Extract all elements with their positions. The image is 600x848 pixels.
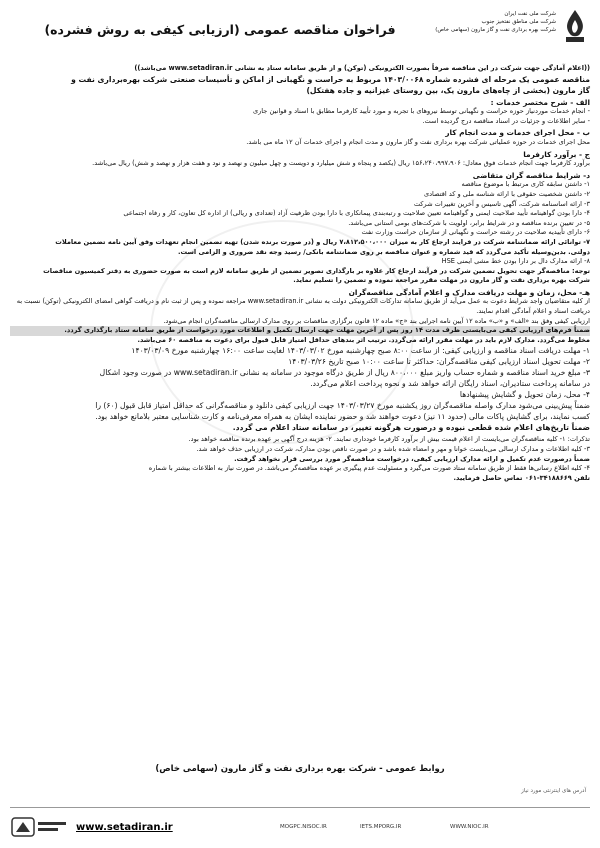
section-d-line: ۳- ارائه اساسنامه شرکت، آگهی تاسیس و آخرین تغییرات شرکت: [413, 199, 590, 208]
section-b-line: محل اجرای خدمات در حوزه عملیاتی شرکت بهره برداری نفت و گاز مارون و مدت انجام و اجرای خدمات آن ۱۲ ماه می باشد.: [246, 137, 590, 146]
section-d-line: دولتی. بدین‌وسیله تأکید می‌گردد که قید شماره و عنوان مناقصه بر روی ضمانتنامه بانکی/ رسید وجه نقد ضروری و الزامی است.: [177, 247, 590, 256]
section-h-line: کسب نمایند، برای گشایش پاکات مالی (حدود ۱۱ نیز) دعوت خواهند شد و حضور نماینده ایشان به همراه معرفی‌نامه و کارت شناسایی معتبر بلامانع خواهد بود.: [95, 412, 590, 422]
section-d-line: ۲- داشتن شخصیت حقوقی با ارائه شناسه ملی و کد اقتصادی: [423, 189, 590, 198]
section-h-line: مخلوط می‌گردد. مدارک لازم باید در مهلت مقرر ارائه می‌گردد. ترتیب اثر بندهای حداقل امتیاز قابل قبول برای دعوت به مناقصه ۶۰ می‌باشد.: [137, 335, 590, 344]
section-h-line: ضمناً تاریخ‌های اعلام شده قطعی نبوده و درصورت هرگونه تغییر، در سامانه ستاد اعلام می گردد.: [232, 423, 590, 433]
section-a-line: - سایر اطلاعات و جزئیات در اسناد مناقصه درج گردیده است.: [422, 116, 590, 125]
section-c: [10, 150, 590, 169]
section-d-line: توجه: مناقصه‌گر جهت تحویل تضمین شرکت در فرآیند ارجاع کار علاوه بر بارگذاری تصویر تضمین از طریق سامانه لازم است به صورت حضوری به دفتر کمیسیون مناقصات: [43, 266, 590, 275]
note-line: تذکرات: ۱- کلیه مناقصه‌گران می‌بایست از اعلام قیمت بیش از برآورد کارفرما خودداری نمایند. ۲- هزینه درج آگهی بر عهده برنده مناقصه خواهد بود.: [188, 435, 590, 444]
section-h-line: ضمناً فرم‌های ارزیابی کیفی می‌بایستی ظرف مدت ۱۴ روز پس از آخرین مهلت جهت ارسال تکمیل و اطلاعات مورد درخواست از طریق سامانه ستاد بارگذاری گردد.: [10, 326, 590, 336]
notes: [10, 435, 590, 483]
section-a-title: الف - شرح مختصر خدمات :: [490, 97, 590, 107]
section-h-line: ۳- مبلغ خرید اسناد مناقصه و شماره حساب واریز مبلغ ۸۰۰،۰۰۰ ریال از طریق درگاه موجود در سامانه به نشانی www.setadiran.ir در صورت وجود اشکال: [99, 368, 590, 378]
section-d-line: ۱- داشتن سابقه کاری مرتبط با موضوع مناقصه: [461, 180, 590, 189]
section-d-title: د- شرایط مناقصه گران متقاضی: [472, 170, 590, 180]
section-h-title: هـ- محل، زمان و مهلت دریافت مدارک و اعلام آمادگی مناقصه‌گران: [348, 287, 590, 297]
note-line: تلفن ۳۴۱۸۸۶۶۹-۰۶۱ تماس حاصل فرمایید.: [453, 473, 590, 482]
logo-line-2: شرکت ملی مناطق نفتخیز جنوب: [481, 19, 556, 25]
section-b: [10, 128, 590, 147]
section-d-line: ۸- ارائه مدارک دال بر دارا بودن خط مشی ایمنی HSE: [441, 257, 590, 266]
links-caption: آدرس های اینترنتی مورد نیاز: [521, 788, 586, 794]
iets-link[interactable]: IETS.MPORG.IR: [360, 824, 402, 830]
nioc-link[interactable]: WWW.NIOC.IR: [450, 824, 489, 830]
section-a-line: - انجام خدمات موردنیاز حوزه حراست و نگهبانی توسط نیروهای با تجربه و مورد تأیید کارفرما مطابق با اسناد و قوانین جاری: [252, 107, 590, 116]
note-line: ۳- کلیه اطلاعات و مدارک ارسالی می‌بایست خوانا و مهر و امضاء شده باشد و در صورت ناقص بودن مدارک، شرکت در ارزیابی حذف خواهد شد.: [196, 445, 590, 454]
header: [10, 8, 590, 62]
section-h-line: ۲- مهلت تحویل اسناد ارزیابی کیفی مناقصه‌گران: حداکثر تا ساعت ۱۰:۰۰ صبح تاریخ ۱۴۰۳/۰۳/۲۶: [288, 357, 590, 367]
logo-line-1: شرکت ملی نفت ایران: [504, 11, 556, 17]
note-line: ۴- کلیه اطلاع رسانی‌ها فقط از طریق سامانه ستاد صورت می‌گیرد و مسئولیت عدم پیگیری بر عهده مناقصه‌گر می‌باشد. در صورت نیاز به اطلاعات بیشتر با شماره: [148, 464, 590, 473]
section-a: [10, 98, 590, 127]
section-d-line: ۶- دارای تأییدیه صلاحیت در رشته حراست و نگهبانی از سازمان حراست وزارت نفت: [361, 228, 590, 237]
intro-line-2: مناقصه عمومی یک مرحله ای فشرده شماره ۱۴۰۳/۰۰۶۸ مربوط به حراست و نگهبانی از اماکن و تأسیسات صنعتی شرکت بهره‌برداری نفت و: [71, 74, 590, 84]
intro-line-1: ((اعلام آمادگی جهت شرکت در این مناقصه صرفاً بصورت الکترونیکی (توکن) و از طریق سامانه ستاد به نشانی www.setadiran.ir می‌باشد)): [134, 64, 590, 72]
footer-bar: [10, 807, 590, 842]
section-h-line: ارزیابی کیفی وفق بند «الف» و «ب» ماده ۱۲ آیین نامه اجرایی بند «ج» ماده ۱۲ قانون برگزاری مناقصات بر روی مدارک ارسالی مناقصه‌گران انجام می‌شود.: [163, 316, 590, 325]
section-h: [10, 288, 590, 434]
signature: روابط عمومی - شرکت بهره برداری نفت و گاز مارون (سهامی خاص): [155, 764, 445, 774]
intro-line-3: گاز مارون (بخشی از چاه‌های مارون یک، بین روستای غیزانیه و جاده هفتکل): [306, 85, 590, 95]
setadiran-link[interactable]: www.setadiran.ir: [76, 822, 173, 833]
section-d-line: ۴- دارا بودن گواهینامه تأیید صلاحیت ایمنی و گواهینامه تعیین صلاحیت و رتبه‌بندی پیمانکاری با دارا بودن ظرفیت آزاد (تعدادی و ریالی) از اداره کل تعاون، کار و رفاه اجتماعی: [123, 209, 590, 218]
notice-title: فراخوان مناقصه عمومی (ارزیابی کیفی به روش فشرده): [44, 22, 396, 37]
section-d: [10, 171, 590, 286]
nioc-flame-icon: [560, 8, 590, 44]
logo-line-3: شرکت بهره برداری نفت و گاز مارون (سهامی خاص): [435, 27, 556, 33]
section-c-line: برآورد کارفرما جهت انجام خدمات فوق معادل: ۱۵۶،۲۴۰،۹۹۷،۹۰۶ ریال (یکصد و پنجاه و شش میلیارد و دویست و چهل میلیون و نهصد و نود و هفت هزار و نهصد و شش) ریال می‌باشد.: [92, 159, 590, 168]
mogpc-link[interactable]: MOGPC.NISOC.IR: [280, 824, 327, 830]
section-h-line: از کلیه متقاضیان واجد شرایط دعوت به عمل می‌آید از طریق سامانه تدارکات الکترونیکی دولت به نشانی www.setadiran.ir مراجعه نموده و پس از ثبت نام و دریافت گواهی امضای الکترونیکی (توکن) نسبت به دریافت اسناد و اعلام آمادگی اقدام نمایند.: [16, 297, 590, 316]
notice-body: [10, 64, 590, 483]
section-h-line: ضمناً پیش‌بینی می‌شود مدارک واصله مناقصه‌گران روز یکشنبه مورخ ۱۴۰۳/۰۳/۲۷ جهت ارزیابی کیفی دانلود و مناقصه‌گرانی که حداقل امتیاز قابل قبول (۶۰) را: [95, 401, 590, 411]
section-d-line: ۵- در تعیین برنده مناقصه و در شرایط برابر، اولویت با شرکت‌های بومی استانی می‌باشد.: [348, 218, 590, 227]
section-h-line: در سامانه پرداخت ستادیران، اسناد رایگان ارائه خواهد شد و نحوه پرداخت اعلام می‌گردد.: [310, 379, 590, 389]
section-d-line: شرکت بهره برداری نفت و گاز مارون در مهلت مقرر مراجعه نموده و تضمین را تسلیم نماید.: [293, 276, 590, 285]
section-b-title: ب - محل اجرای خدمات و مدت انجام کار: [445, 128, 590, 138]
section-d-line: ۷- توانائی ارائه ضمانتنامه شرکت در فرایند ارجاع کار به میزان ۷،۸۱۲،۵۰۰،۰۰۰ ریال و (در صورت برنده شدن) تهیه تضمین انجام تعهدات وفق آیین نامه تضمین معاملات: [55, 237, 590, 246]
section-h-line: ۴- محل، زمان تحویل و گشایش پیشنهادها: [459, 390, 590, 400]
note-bold: ضمناً درصورت عدم تکمیل و ارائه مدارک ارزیابی کیفی، درخواست مناقصه‌گر مورد بررسی قرار نخواهد گرفت.: [234, 454, 590, 463]
section-h-line: ۱- مهلت دریافت اسناد مناقصه و ارزیابی کیفی: از ساعت ۸:۰۰ صبح چهارشنبه مورخ ۱۴۰۳/۰۳/۰۲ لغایت ساعت ۱۶:۰۰ چهارشنبه مورخ ۱۴۰۳/۰۳/۰۹: [131, 346, 590, 356]
setad-logo-icon: [10, 814, 70, 840]
section-c-title: ج - برآورد کارفرما: [523, 149, 590, 159]
